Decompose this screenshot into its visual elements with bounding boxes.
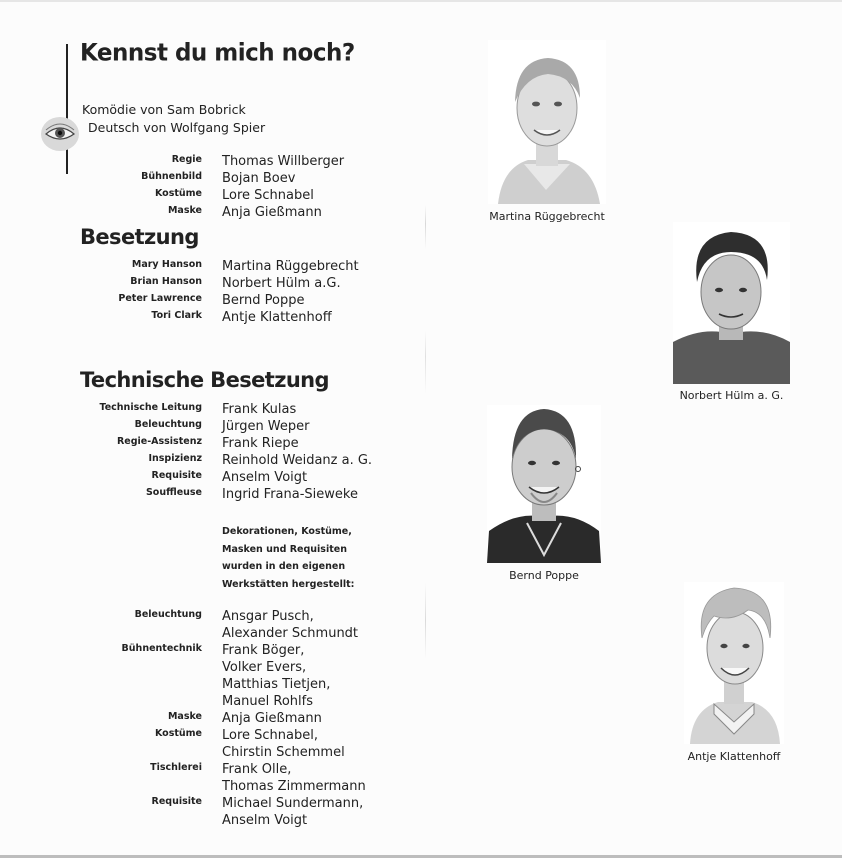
- subtitle-translator: Deutsch von Wolfgang Spier: [88, 120, 266, 135]
- portrait-woman-icon: [488, 40, 606, 204]
- crew-name: Bojan Boev: [222, 171, 296, 186]
- crew-name: Lore Schnabel: [222, 188, 314, 203]
- tech-name: Jürgen Weper: [222, 419, 310, 434]
- crew-role: Regie: [171, 154, 202, 165]
- tech-name: Frank Kulas: [222, 402, 297, 417]
- workshop-role: Beleuchtung: [134, 609, 202, 620]
- cast-role: Brian Hanson: [130, 276, 202, 287]
- page-fold: [425, 205, 426, 835]
- workshop-name: Chirstin Schemmel: [222, 745, 345, 760]
- workshop-role: Maske: [167, 711, 202, 722]
- portrait-woman-icon: [684, 582, 784, 744]
- workshop-name: Anja Gießmann: [222, 711, 322, 726]
- workshop-role: Kostüme: [154, 728, 202, 739]
- cast-role: Mary Hanson: [131, 259, 202, 270]
- cast-heading: Besetzung: [80, 225, 199, 249]
- tech-name: Anselm Voigt: [222, 470, 308, 485]
- workshop-name: Manuel Rohlfs: [222, 694, 314, 709]
- page-title: Kennst du mich noch?: [80, 39, 355, 67]
- tech-role: Inspizienz: [148, 453, 202, 464]
- crew-role: Kostüme: [154, 188, 202, 199]
- workshop-note-line: Werkstätten hergestellt:: [222, 578, 355, 590]
- workshop-name: Ansgar Pusch,: [222, 609, 314, 624]
- workshop-role: Tischlerei: [150, 762, 202, 773]
- cast-role: Tori Clark: [151, 310, 202, 321]
- tech-name: Reinhold Weidanz a. G.: [222, 453, 373, 468]
- workshop-name: Matthias Tietjen,: [222, 677, 331, 692]
- workshop-name: Frank Olle,: [222, 762, 292, 777]
- workshop-name: Anselm Voigt: [222, 813, 308, 828]
- crew-name: Thomas Willberger: [222, 154, 345, 169]
- tech-role: Regie-Assistenz: [116, 436, 202, 447]
- workshop-name: Lore Schnabel,: [222, 728, 318, 743]
- tech-name: Frank Riepe: [222, 436, 299, 451]
- portrait-man-icon: [673, 222, 790, 384]
- eye-icon: [40, 116, 80, 152]
- portrait-caption: Bernd Poppe: [509, 569, 579, 582]
- workshop-name: Alexander Schmundt: [222, 626, 359, 641]
- portrait-man-icon: [487, 405, 601, 563]
- cast-name: Antje Klattenhoff: [222, 310, 332, 325]
- tech-role: Beleuchtung: [134, 419, 202, 430]
- tech-role: Souffleuse: [145, 487, 202, 498]
- workshop-note-line: wurden in den eigenen: [222, 561, 346, 572]
- cast-name: Norbert Hülm a.G.: [222, 276, 341, 291]
- workshop-name: Michael Sundermann,: [222, 796, 364, 811]
- tech-role: Requisite: [151, 470, 202, 481]
- portrait-caption: Norbert Hülm a. G.: [679, 389, 784, 402]
- workshop-note-line: Dekorationen, Kostüme,: [222, 526, 352, 537]
- workshop-name: Volker Evers,: [222, 660, 307, 675]
- cast-name: Bernd Poppe: [222, 293, 305, 308]
- crew-name: Anja Gießmann: [222, 205, 322, 220]
- workshop-note: [222, 523, 354, 593]
- crew-role: Maske: [167, 205, 202, 216]
- tech-heading: Technische Besetzung: [80, 368, 329, 392]
- portrait-caption: Martina Rüggebrecht: [489, 210, 605, 223]
- crew-role: Bühnenbild: [141, 171, 202, 182]
- workshop-role: Bühnentechnik: [121, 643, 202, 654]
- cast-name: Martina Rüggebrecht: [222, 259, 359, 274]
- page-top-edge: [0, 0, 842, 2]
- workshop-role: Requisite: [151, 796, 202, 807]
- tech-name: Ingrid Frana-Sieweke: [222, 487, 358, 502]
- workshop-name: Thomas Zimmermann: [222, 779, 366, 794]
- workshop-note-line: Masken und Requisiten: [222, 543, 347, 555]
- subtitle-author: Komödie von Sam Bobrick: [82, 102, 246, 117]
- workshop-name: Frank Böger,: [222, 643, 305, 658]
- tech-role: Technische Leitung: [99, 402, 202, 413]
- portrait-caption: Antje Klattenhoff: [687, 750, 781, 763]
- cast-role: Peter Lawrence: [118, 293, 202, 304]
